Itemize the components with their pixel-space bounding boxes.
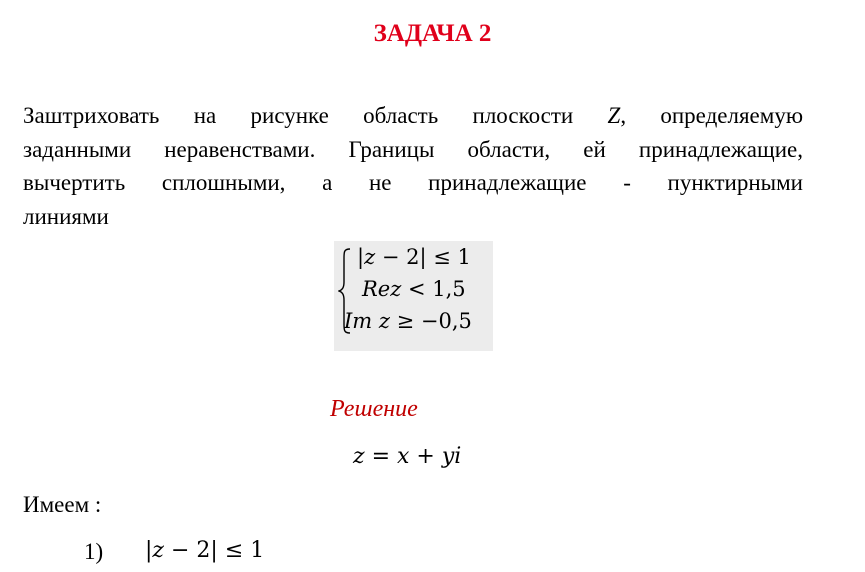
inequality-modulus: |𝑧 − 2| ≤ 1 [357, 245, 471, 269]
step-expression: |𝑧 − 2| ≤ 1 [145, 538, 265, 563]
task-line-1-start: Заштриховать на рисунке область плоскости [23, 103, 608, 128]
task-title: ЗАДАЧА 2 [373, 20, 492, 47]
task-line-1 [23, 99, 803, 133]
inequality-imaginary-part: 𝐼𝑚 𝑧 ≥ −0,5 [344, 309, 472, 333]
task-line-4: линиями [23, 203, 109, 229]
step-number: 1) [84, 539, 104, 564]
task-line-3: вычертить сплошными, а не принадлежащие - пунктирными [23, 170, 803, 195]
intro-text: Имеем : [23, 492, 102, 517]
inequality-system [334, 241, 493, 351]
task-line-1-end: , определяемую [620, 103, 803, 128]
z-definition: 𝑧 = 𝑥 + 𝑦𝑖 [353, 444, 462, 469]
solution-heading: Решение [330, 396, 418, 422]
task-statement [23, 99, 803, 233]
task-line-2: заданными неравенствами. Границы области, ей принадлежащие, [23, 136, 803, 162]
inequality-real-part: 𝑅𝑒𝑧 < 1,5 [362, 277, 466, 301]
plane-variable: Z [607, 103, 621, 128]
